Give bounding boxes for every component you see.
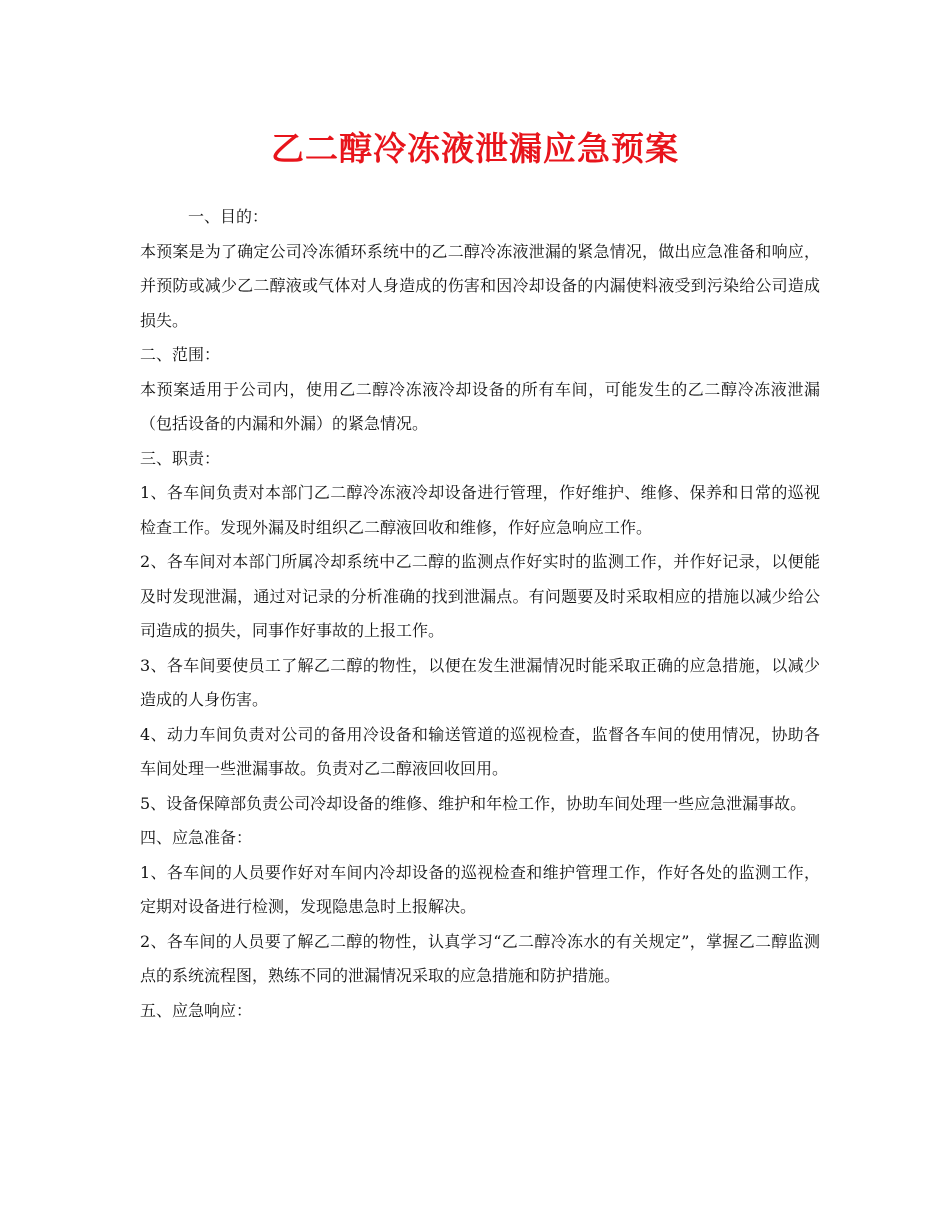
duty-item-2: 2、各车间对本部门所属冷却系统中乙二醇的监测点作好实时的监测工作，并作好记录，以便能及时发现泄漏，通过对记录的分析准确的找到泄漏点。有问题要及时采取相应的措施以减少给公司造成的损失，同事作好事故的上报工作。 <box>140 552 820 640</box>
section-heading-preparation: 四、应急准备： <box>140 828 253 847</box>
duty-item-4: 4、动力车间负责对公司的备用冷设备和输送管道的巡视检查，监督各车间的使用情况，协助各车间处理一些泄漏事故。负责对乙二醇液回收回用。 <box>140 724 820 778</box>
document-title: 乙二醇冷冻液泄漏应急预案 <box>271 129 679 168</box>
section-heading-purpose: 一、目的： <box>188 207 269 226</box>
preparation-item-1: 1、各车间的人员要作好对车间内冷却设备的巡视检查和维护管理工作，作好各处的监测工作，定期对设备进行检测，发现隐患急时上报解决。 <box>140 862 820 916</box>
paragraph-scope: 本预案适用于公司内，使用乙二醇冷冻液冷却设备的所有车间，可能发生的乙二醇冷冻液泄漏（包括设备的内漏和外漏）的紧急情况。 <box>140 379 820 433</box>
section-heading-duties: 三、职责： <box>140 448 221 468</box>
duty-item-5: 5、设备保障部负责公司冷却设备的维修、维护和年检工作，协助车间处理一些应急泄漏事故。 <box>140 793 807 813</box>
section-heading-response: 五、应急响应： <box>140 1000 253 1020</box>
document-body <box>140 200 820 1028</box>
paragraph-purpose: 本预案是为了确定公司冷冻循环系统中的乙二醇冷冻液泄漏的紧急情况，做出应急准备和响应，并预防或减少乙二醇液或气体对人身造成的伤害和因冷却设备的内漏使料液受到污染给公司造成损失。 <box>140 241 820 330</box>
duty-item-3: 3、各车间要使员工了解乙二醇的物性，以便在发生泄漏情况时能采取正确的应急措施，以减少造成的人身伤害。 <box>140 655 820 709</box>
section-heading-scope: 二、范围： <box>140 345 221 364</box>
preparation-item-2: 2、各车间的人员要了解乙二醇的物性，认真学习“乙二醇冷冻水的有关规定”，掌握乙二醇监测点的系统流程图，熟练不同的泄漏情况采取的应急措施和防护措施。 <box>140 931 820 985</box>
duty-item-1: 1、各车间负责对本部门乙二醇冷冻液冷却设备进行管理，作好维护、维修、保养和日常的巡视检查工作。发现外漏及时组织乙二醇液回收和维修，作好应急响应工作。 <box>140 483 820 537</box>
